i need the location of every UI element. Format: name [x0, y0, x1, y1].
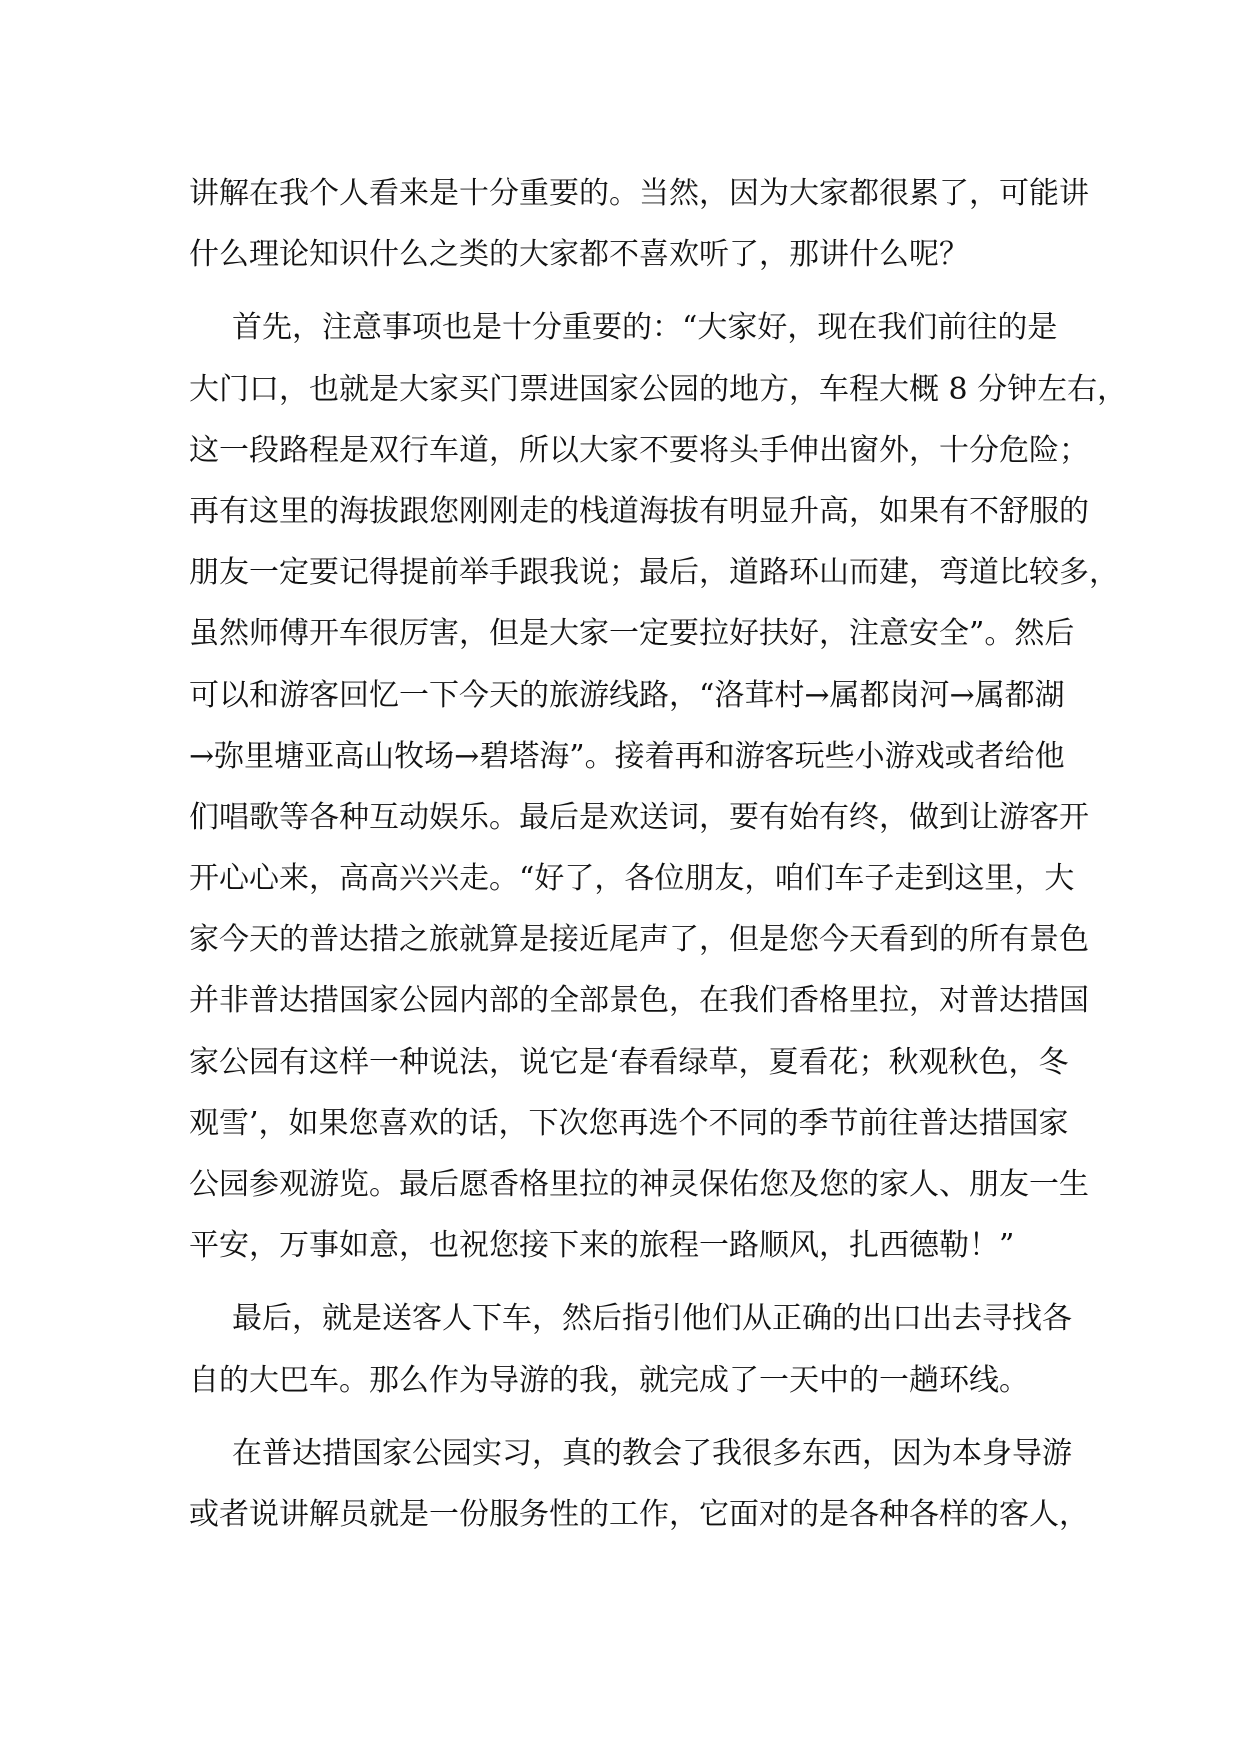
- text-line: 或者说讲解员就是一份服务性的工作，它面对的是各种各样的客人，: [189, 1496, 1089, 1532]
- text-line: 什么理论知识什么之类的大家都不喜欢听了，那讲什么呢？: [189, 237, 969, 273]
- text-line: 平安，万事如意，也祝您接下来的旅程一路顺风，扎西德勒！”: [189, 1228, 1015, 1264]
- paragraph: [189, 1423, 1089, 1545]
- text-line: 自的大巴车。那么作为导游的我，就完成了一天中的一趟环线。: [189, 1362, 1029, 1398]
- text-line: 最后，就是送客人下车，然后指引他们从正确的出口出去寻找各: [232, 1301, 1072, 1337]
- text-line: 们唱歌等各种互动娱乐。最后是欢送词，要有始有终，做到让游客开: [189, 799, 1089, 835]
- text-line: 再有这里的海拔跟您刚刚走的栈道海拔有明显升高，如果有不舒服的: [189, 493, 1089, 529]
- body-text: [189, 163, 1128, 1557]
- text-line: 在普达措国家公园实习，真的教会了我很多东西，因为本身导游: [232, 1435, 1072, 1471]
- paragraph: [189, 297, 1128, 1276]
- text-line: 这一段路程是双行车道，所以大家不要将头手伸出窗外，十分危险；: [189, 432, 1089, 468]
- text-line: 家公园有这样一种说法，说它是‘春看绿草，夏看花；秋观秋色，冬: [189, 1044, 1069, 1080]
- text-line: 公园参观游览。最后愿香格里拉的神灵保佑您及您的家人、朋友一生: [189, 1167, 1089, 1202]
- text-line: 大门口，也就是大家买门票进国家公园的地方，车程大概 8 分钟左右，: [189, 371, 1128, 407]
- text-line: 观雪’，如果您喜欢的话，下次您再选个不同的季节前往普达措国家: [189, 1105, 1069, 1141]
- text-line: 讲解在我个人看来是十分重要的。当然，因为大家都很累了，可能讲: [189, 176, 1089, 211]
- paragraph: [189, 163, 1089, 285]
- text-line: →弥里塘亚高山牧场→碧塔海”。接着再和游客玩些小游戏或者给他: [189, 738, 1065, 774]
- paragraph: [189, 1288, 1072, 1410]
- text-line: 首先，注意事项也是十分重要的：“大家好，现在我们前往的是: [232, 310, 1058, 346]
- text-line: 开心心来，高高兴兴走。“好了，各位朋友，咱们车子走到这里，大: [189, 861, 1075, 897]
- text-line: 朋友一定要记得提前举手跟我说；最后，道路环山而建，弯道比较多，: [189, 555, 1119, 591]
- text-line: 可以和游客回忆一下今天的旅游线路，“洛茸村→属都岗河→属都湖: [189, 677, 1065, 713]
- text-line: 并非普达措国家公园内部的全部景色，在我们香格里拉，对普达措国: [189, 983, 1089, 1019]
- text-line: 家今天的普达措之旅就算是接近尾声了，但是您今天看到的所有景色: [189, 922, 1089, 958]
- text-line: 虽然师傅开车很厉害，但是大家一定要拉好扶好，注意安全”。然后: [189, 616, 1075, 652]
